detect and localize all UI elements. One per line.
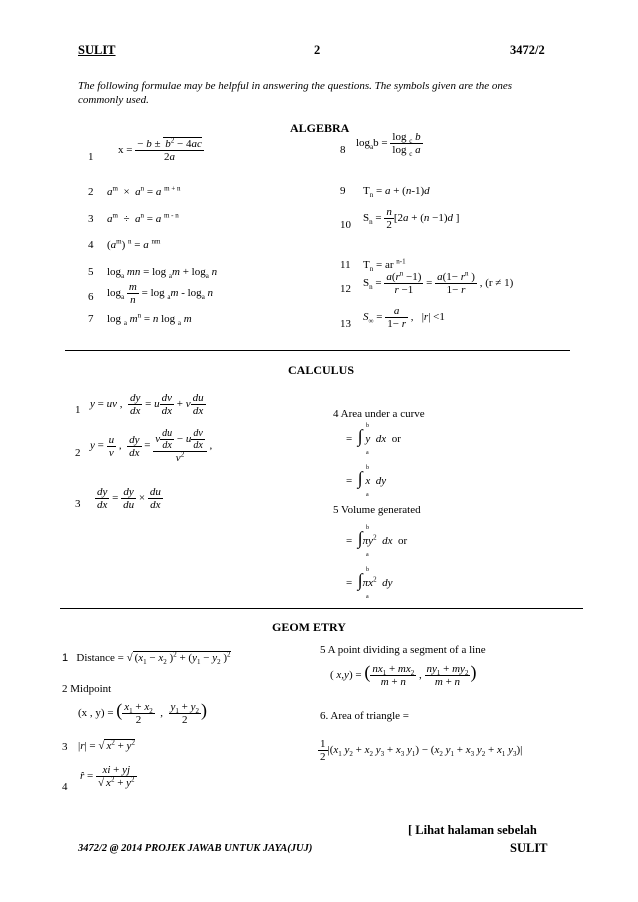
- formula-number: 7: [88, 313, 94, 325]
- formula-log-quotient: $\log_a$ $\frac{m}{n}$ = $\log _am - \log_a n$: [107, 281, 214, 306]
- formula-divide-point: ( x,y) = ( $\frac{nx_1 + mx_2}{m + n}$ , $\frac{ny_1 + my_2}{m + n}$ ): [330, 662, 477, 688]
- formula-number: 8: [340, 144, 346, 156]
- formula-product-rule: y = uv , $\frac{dy}{dx}$ = u $\frac{dv}{dx}$ + v $\frac{du}{dx}$: [90, 392, 204, 417]
- formula-magnitude: |r| = √ $x^2 + y^2$: [78, 738, 135, 752]
- formula-number: 5: [88, 266, 94, 278]
- formula-number: 4: [62, 781, 68, 793]
- formula-number: 2: [75, 447, 81, 459]
- header-left: SULIT: [78, 43, 116, 57]
- lower-limit: a: [366, 552, 369, 558]
- upper-limit: b: [366, 465, 369, 471]
- formula-index-multiply: $a^m \times a^n = a$ $^{m + n}$: [107, 184, 181, 198]
- formula-number: 3: [88, 213, 94, 225]
- intro-text: The following formulae may be helpful in answering the questions. The symbols given are the ones commonly used.: [78, 80, 513, 106]
- or-text: or: [397, 535, 408, 547]
- formula-number: 9: [340, 185, 346, 197]
- section-geometry: GEOM ETRY: [272, 620, 346, 634]
- midpoint-title: 2 Midpoint: [62, 683, 112, 695]
- formula-number: 13: [340, 318, 351, 330]
- formula-ap-sum: $S_n$ = $\frac{n}{2}$ [2a + (n −1)d ]: [363, 206, 460, 231]
- upper-limit: b: [366, 423, 369, 429]
- section-divider: [65, 350, 570, 351]
- formula-index-divide: $a^m \div a^n = a$ $^{m - n}$: [107, 211, 179, 225]
- formula-quotient-rule: y = $\frac{u}{v}$ , $\frac{dy}{dx}$ = v $\frac{du}{dx}$ − u $\frac{dv}{dx}$ $v^2$ ,: [90, 428, 213, 464]
- distance-label: Distance: [76, 652, 115, 664]
- formula-gp-infinity: $S_\infty$ = $\frac{a}{1- r}$ , |r| <1: [363, 305, 445, 330]
- upper-limit: b: [366, 567, 369, 573]
- formula-number: 11: [340, 259, 351, 271]
- formula-distance: 1 Distance = √ ($x_1 - x_2$ )$^2 + (y_1 - y_2$ )$^2$: [62, 650, 231, 667]
- formula-number: 4: [88, 239, 94, 251]
- formula-log-product: $\log_a$ mn = $\log _am + \log_a n$: [107, 266, 218, 281]
- formula-volume-dx: = $\int\pi y^2$ dx or: [346, 528, 408, 548]
- page-number: 2: [314, 43, 321, 57]
- formula-triangle-area: $\frac{1}{2}$ $|(x_1$ $y_2 + x_2$ $y_3 + x_3$ $y_1) - (x_2$ $y_1 + x_3$ $y_2 + x_1$ $y_3)|$: [320, 738, 523, 763]
- formula-midpoint: (x , y) = ( $\frac{x_1 + x_2}{2}$ , $\frac{y_1 + y_2}{2}$ ): [78, 700, 208, 726]
- header-right: 3472/2: [510, 43, 545, 57]
- lower-limit: a: [366, 594, 369, 600]
- upper-limit: b: [366, 525, 369, 531]
- footer-left: 3472/2 @ 2014 PROJEK JAWAB UNTUK JAYA(JUJ): [78, 843, 313, 854]
- formula-number: 3: [62, 741, 68, 753]
- formula-chain-rule: $\frac{dy}{dx}$ = $\frac{dy}{du}$ × $\frac{du}{dx}$: [97, 486, 161, 511]
- section-algebra: ALGEBRA: [290, 121, 350, 135]
- triangle-title: 6. Area of triangle =: [320, 710, 409, 722]
- footer-next-page: [ Lihat halaman sebelah: [408, 823, 537, 837]
- formula-number: 3: [75, 498, 81, 510]
- lower-limit: a: [366, 492, 369, 498]
- section-divider: [60, 608, 583, 609]
- formula-number: 12: [340, 283, 351, 295]
- formula-number: 10: [340, 219, 351, 231]
- formula-number: 1: [75, 404, 81, 416]
- formula-number: 1: [88, 151, 94, 163]
- formula-area-dx: = ∫ y dx or: [346, 426, 401, 446]
- formula-number: 2: [88, 186, 94, 198]
- volume-title: 5 Volume generated: [333, 504, 421, 516]
- formula-index-power: $(a^m) ^n = a$ $^{nm}$: [107, 237, 161, 251]
- area-title: 4 Area under a curve: [333, 408, 425, 420]
- divide-title: 5 A point dividing a segment of a line: [320, 644, 486, 656]
- formula-quadratic: x = $\frac{- b \pm b^2 - 4ac}{2a}$: [118, 136, 202, 163]
- formula-change-base: $\log_ab$ = $\frac{\log _c b}{\log _c a}$: [356, 131, 421, 159]
- formula-volume-dy: = $\int\pi x^2$ dy: [346, 570, 393, 590]
- or-text: or: [391, 433, 401, 445]
- formula-gp-term: $T_n$ = ar $^{n-1}$: [363, 257, 406, 274]
- formula-area-dy: = ∫ x dy: [346, 468, 387, 488]
- formula-ap-term: $T_n = a + (n-1)d$: [363, 185, 430, 200]
- formula-unit-vector: r̂ = $\frac{xi + yj}{√ x^2 + y^2}$: [80, 764, 135, 789]
- lower-limit: a: [366, 450, 369, 456]
- gp-sum-condition: , (r ≠ 1): [479, 277, 514, 290]
- section-calculus: CALCULUS: [288, 363, 355, 377]
- formula-number: 6: [88, 291, 94, 303]
- formula-gp-sum: $S_n$ = $\frac{a(r^n -1)}{r -1}$ = $\frac{a(1- r^n )}{1- r}$ , (r ≠ 1): [363, 269, 514, 296]
- formula-log-power: log $_a$ $m^n = n$ log $_a$ m: [107, 311, 192, 328]
- footer-right: SULIT: [510, 841, 548, 855]
